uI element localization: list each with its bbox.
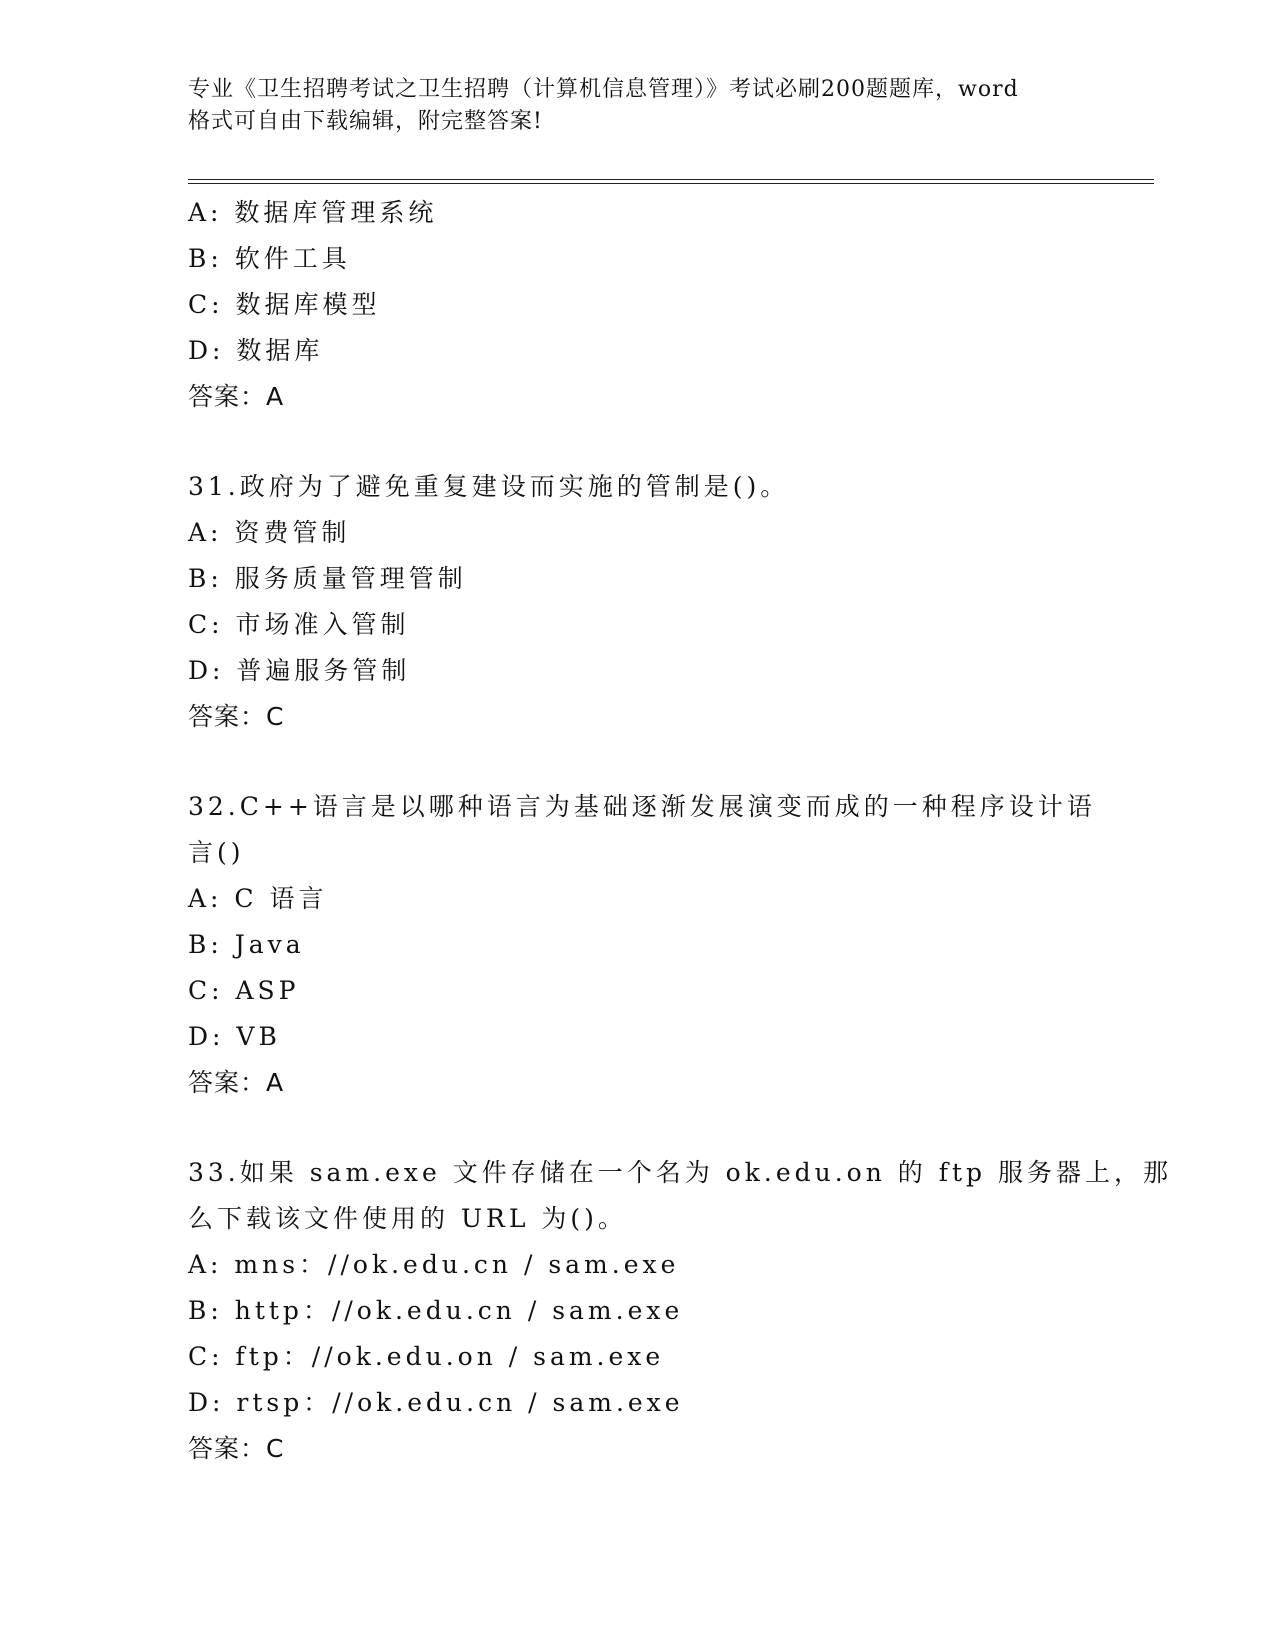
- option-d: D: 数据库: [188, 336, 324, 365]
- question-block-30: [188, 190, 1088, 420]
- option-b: B: http：//ok.edu.cn / sam.exe: [188, 1296, 684, 1325]
- question-text-line-2: 么下载该文件使用的 URL 为()。: [188, 1204, 627, 1233]
- question-text-line-1: 32.C++语言是以哪种语言为基础逐渐发展演变而成的一种程序设计语: [188, 792, 1096, 821]
- question-text: 31.政府为了避免重复建设而实施的管制是()。: [188, 472, 790, 501]
- option-a: A: mns：//ok.edu.cn / sam.exe: [188, 1250, 680, 1279]
- answer-label: 答案：C: [188, 1434, 285, 1463]
- option-c: C: ASP: [188, 976, 300, 1005]
- option-c: C: ftp：//ok.edu.on / sam.exe: [188, 1342, 665, 1371]
- spacer: [188, 420, 1088, 464]
- option-a: A: 资费管制: [188, 518, 351, 547]
- answer-label: 答案：C: [188, 702, 285, 731]
- header-rule-top: [188, 179, 1154, 180]
- document-header: [188, 74, 1098, 138]
- header-line-1: 专业《卫生招聘考试之卫生招聘（计算机信息管理）》考试必刷200题题库，word: [188, 77, 1019, 102]
- option-d: D: 普遍服务管制: [188, 656, 411, 685]
- option-a: A: C 语言: [188, 884, 328, 913]
- option-d: D: rtsp：//ok.edu.cn / sam.exe: [188, 1388, 684, 1417]
- question-text-line-2: 言(): [188, 838, 245, 867]
- answer-label: 答案：A: [188, 1068, 285, 1097]
- option-c: C: 市场准入管制: [188, 610, 410, 639]
- question-list: [188, 190, 1172, 1472]
- question-block-32: [188, 784, 1096, 1106]
- question-block-33: [188, 1150, 1172, 1472]
- option-c: C: 数据库模型: [188, 290, 381, 319]
- answer-label: 答案：A: [188, 382, 285, 411]
- spacer: [188, 740, 1088, 784]
- question-block-31: [188, 464, 1088, 740]
- option-b: B: Java: [188, 930, 305, 959]
- spacer: [188, 1106, 1088, 1150]
- option-d: D: VB: [188, 1022, 281, 1051]
- header-line-2: 格式可自由下载编辑，附完整答案!: [188, 109, 543, 134]
- header-rule-bottom: [188, 183, 1154, 184]
- option-b: B: 软件工具: [188, 244, 351, 273]
- question-text-line-1: 33.如果 sam.exe 文件存储在一个名为 ok.edu.on 的 ftp 服务器上，那: [188, 1158, 1172, 1187]
- option-b: B: 服务质量管理管制: [188, 564, 467, 593]
- option-a: A: 数据库管理系统: [188, 198, 438, 227]
